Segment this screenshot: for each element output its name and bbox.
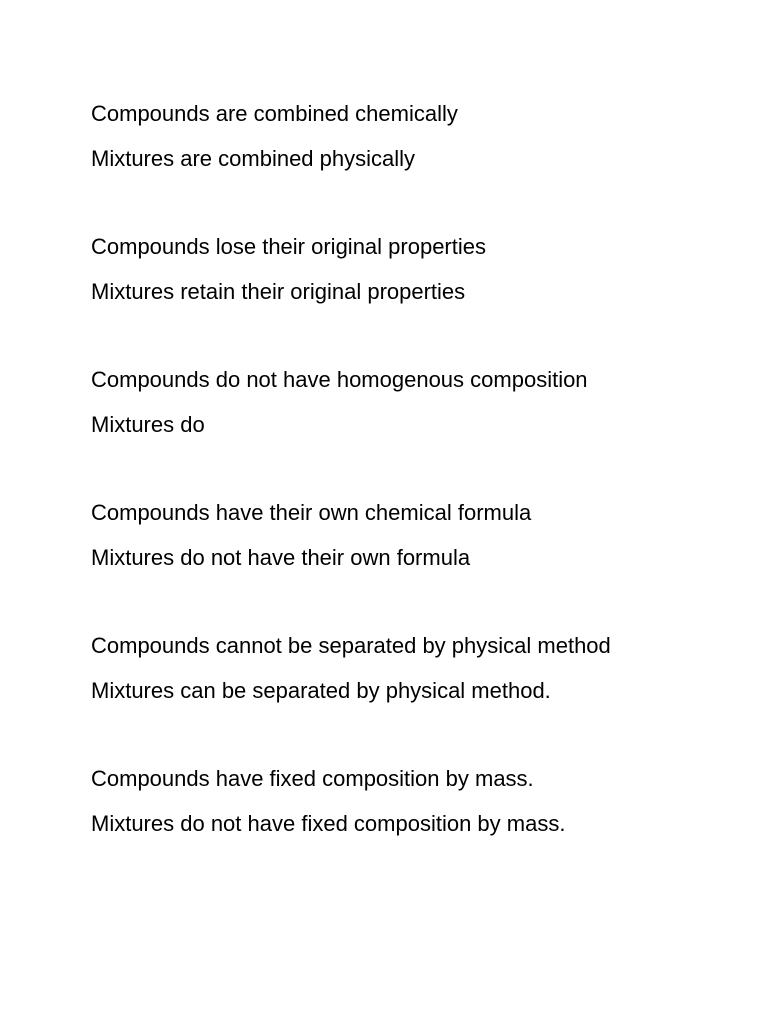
mixture-statement: Mixtures are combined physically <box>91 145 416 171</box>
comparison-pair <box>91 92 731 181</box>
mixture-statement: Mixtures do not have fixed composition by mass. <box>91 810 566 836</box>
comparison-pair <box>91 757 731 846</box>
compound-statement: Compounds have their own chemical formula <box>91 500 532 525</box>
compound-statement: Compounds have fixed composition by mass. <box>91 766 534 791</box>
compound-statement: Compounds are combined chemically <box>91 101 458 126</box>
compound-statement: Compounds do not have homogenous composition <box>91 367 588 392</box>
comparison-pair <box>91 358 731 447</box>
mixture-statement: Mixtures do <box>91 411 205 437</box>
comparison-pair <box>91 491 731 580</box>
mixture-statement: Mixtures retain their original properties <box>91 278 466 304</box>
document-body <box>91 92 731 890</box>
comparison-pair <box>91 624 731 713</box>
mixture-statement: Mixtures can be separated by physical method. <box>91 677 551 703</box>
compound-statement: Compounds lose their original properties <box>91 234 486 259</box>
comparison-pair <box>91 225 731 314</box>
mixture-statement: Mixtures do not have their own formula <box>91 544 471 570</box>
compound-statement: Compounds cannot be separated by physical method <box>91 633 611 658</box>
